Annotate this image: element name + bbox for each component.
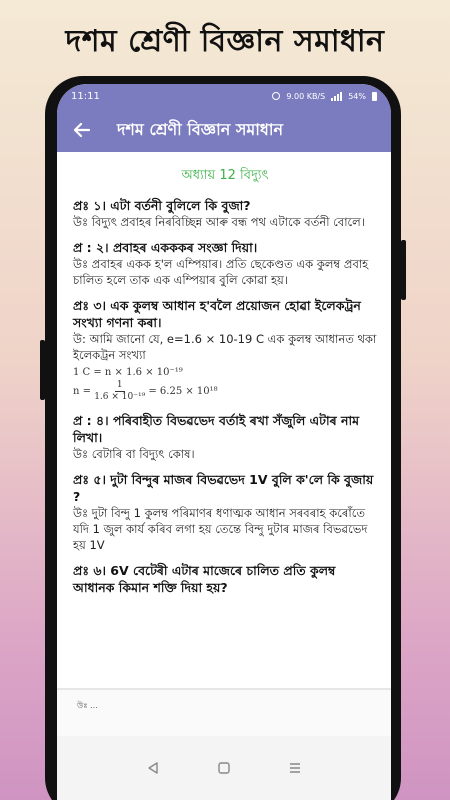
content-area[interactable] xyxy=(57,152,391,682)
status-icons xyxy=(272,92,377,101)
math-denominator: 1.6 × 10⁻¹⁹ xyxy=(94,392,146,402)
app-bar xyxy=(57,108,391,152)
phone-screen xyxy=(57,84,391,800)
math-line-1: 1 C = n × 1.6 × 10⁻¹⁹ xyxy=(73,367,183,378)
question-text: প্ৰ : ২। প্ৰবাহৰ একককৰ সংজ্ঞা দিয়া। xyxy=(73,240,258,255)
battery-level: 54% xyxy=(348,91,366,101)
chapter-title: অধ্যায় 12 বিদ্যুৎ xyxy=(181,168,269,183)
status-time: 11:11 xyxy=(71,90,100,102)
math-fraction xyxy=(94,380,145,403)
question-text: প্ৰ : ৪। পৰিবাহীত বিভৱভেদ বৰ্তাই ৰখা সঁজুলি এটাৰ নাম লিখা। xyxy=(73,413,360,445)
footer-strip xyxy=(57,690,391,736)
question-text: প্ৰঃ ৬। 6V বেটেৰী এটাৰ মাজেৰে চালিত প্ৰতি কুলম্ব আধানক কিমান শক্তি দিয়া হয়? xyxy=(73,563,336,595)
alarm-icon xyxy=(272,92,280,100)
banner-title: দশম শ্ৰেণী বিজ্ঞান সমাধান xyxy=(65,24,385,59)
system-nav-bar xyxy=(57,736,391,800)
question-text: প্ৰঃ ৩। এক কুলম্ব আধান হ'বলৈ প্ৰয়ােজন হােৱা ইলেকট্ৰন সংখ্যা গণনা কৰা। xyxy=(73,298,361,330)
phone-side-button xyxy=(401,240,406,300)
answer-text: উঃ বিদ্যুৎ প্ৰবাহৰ নিৰবিচ্ছিন্ন আৰু বন্ধ পথ এটাকে বৰ্তনী বােলে। xyxy=(73,215,365,229)
phone-side-button-left xyxy=(40,340,45,400)
qa-item xyxy=(73,412,377,462)
answer-text: উঃ প্ৰবাহৰ একক হ'ল এম্পিয়াৰ। প্ৰতি ছেকেণ্ডত এক কুলম্ব প্ৰবাহ চালিত হলে তাক এক এম্পিয়াৰ বুলি কোৱা হয়। xyxy=(73,257,369,287)
math-lhs: n = xyxy=(73,386,91,397)
answer-text: উঃ দুটা বিন্দু 1 কুলম্ব পৰিমাণৰ ধণাত্মক আধান সৰবৰাহ কৰোঁতে যদি 1 জুল কাৰ্য কৰিব লগা হয় তেন্তে বিন্দু দুটাৰ মাজৰ বিভৱভেদ হয় 1V xyxy=(73,506,368,552)
math-rhs: = 6.25 × 10¹⁸ xyxy=(148,386,218,397)
arrow-left-icon[interactable] xyxy=(69,117,95,143)
question-text: প্ৰঃ ৫। দুটা বিন্দুৰ মাজৰ বিভৱভেদ 1V বুলি ক'লে কি বুজায় ? xyxy=(73,472,374,504)
qa-item xyxy=(73,562,377,596)
qa-item xyxy=(73,197,377,230)
question-text: প্ৰঃ ১। এটা বৰ্তনী বুলিলে কি বুজা? xyxy=(73,198,251,213)
math-numerator: 1 xyxy=(116,380,123,390)
math-line-2 xyxy=(73,380,377,403)
qa-item xyxy=(73,239,377,288)
qa-item xyxy=(73,297,377,403)
footer-hint: উঃ ... xyxy=(77,701,98,710)
status-bar xyxy=(57,84,391,108)
answer-text: উঃ বেটাৰি বা বিদ্যুৎ কোষ। xyxy=(73,447,195,461)
app-title: দশম শ্ৰেণী বিজ্ঞান সমাধান xyxy=(117,119,284,139)
answer-text: উ: আমি জানাে যে, e=1.6 × 10-19 C এক কুলম্ব আধানত থকা ইলেকট্ৰন সংখ্যা xyxy=(73,332,377,362)
menu-lines-icon[interactable] xyxy=(283,756,307,780)
signal-icon xyxy=(331,92,342,101)
qa-item xyxy=(73,471,377,553)
net-speed: 9.00 KB/S xyxy=(286,91,326,101)
triangle-back-icon[interactable] xyxy=(141,756,165,780)
math-equation xyxy=(73,366,377,403)
battery-icon xyxy=(372,92,377,101)
square-home-icon[interactable] xyxy=(212,756,236,780)
